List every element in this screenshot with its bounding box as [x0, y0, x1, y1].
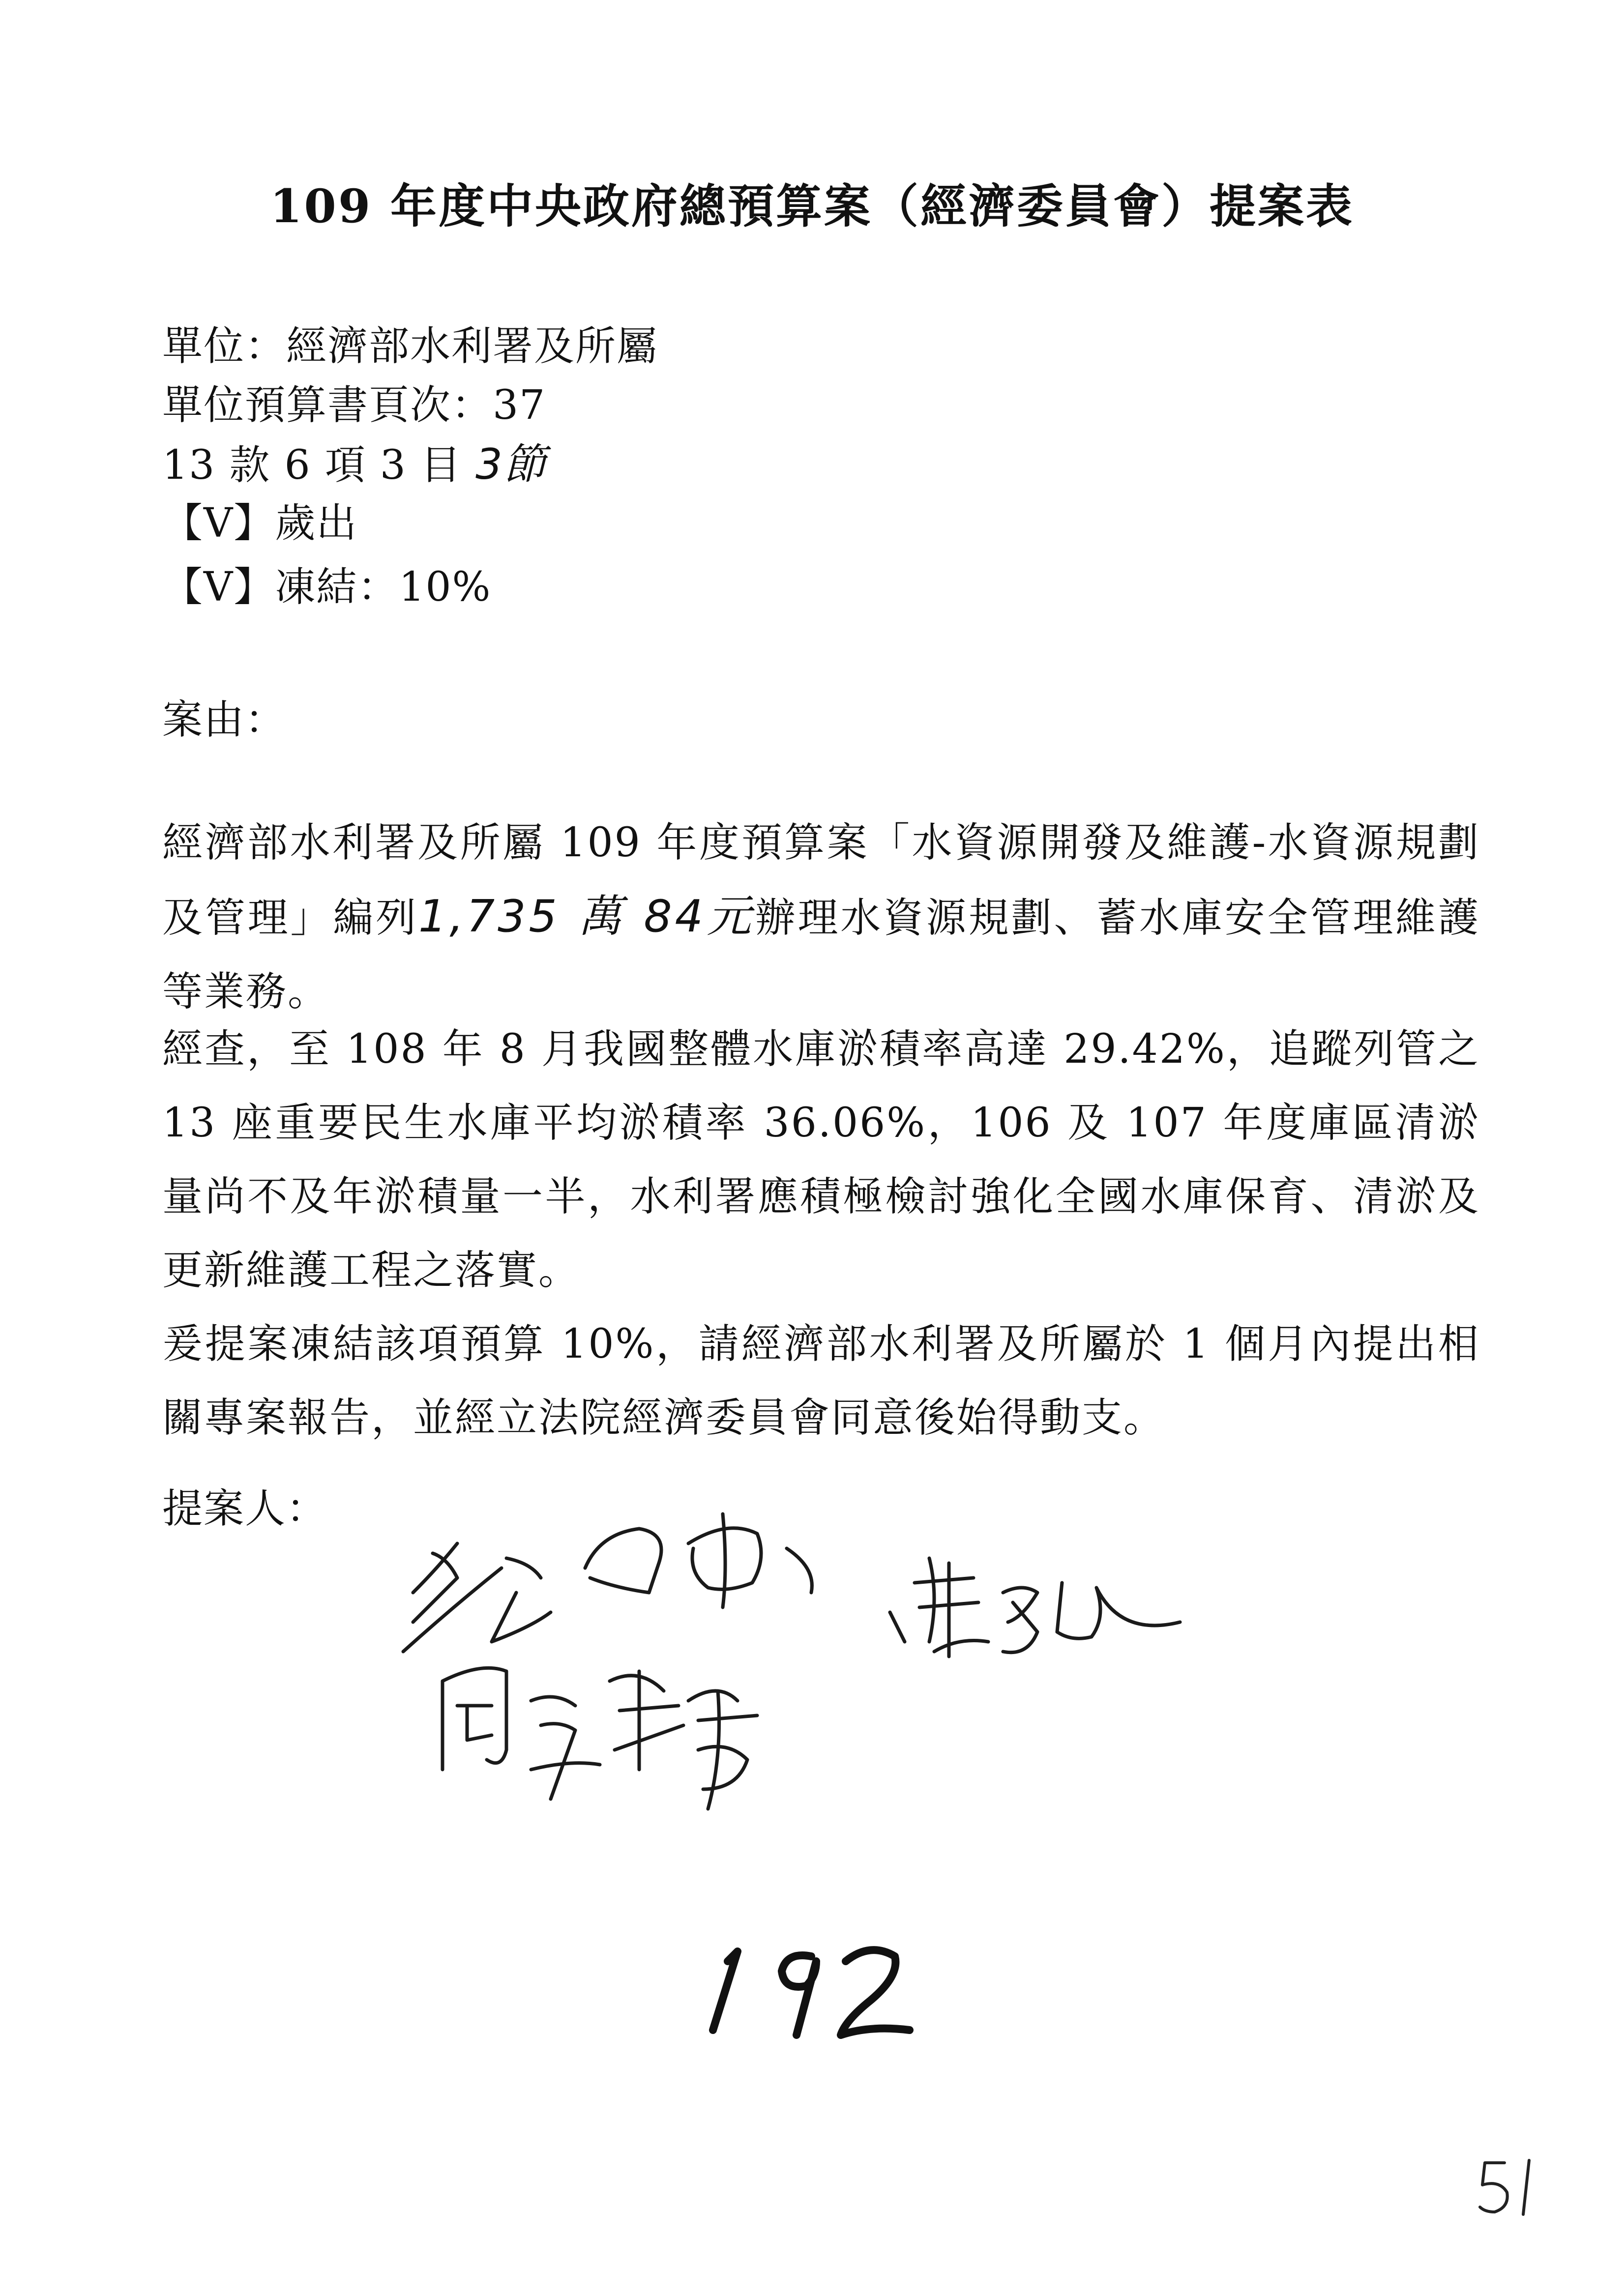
handwritten-signatures [384, 1494, 1318, 1848]
corner-page-number-51 [1470, 2153, 1549, 2222]
handwritten-amount: 1,735 萬 84元 [418, 891, 755, 942]
reason-paragraph-1 [162, 806, 1480, 1029]
paragraph-1-text-a: 經濟部水利署及所屬 109 年度預算案「水資源開發及維護-水資源規劃及管理」編列 [162, 819, 1480, 941]
paragraph-1-text-b: 辦理水資源規劃、蓄水庫安全管理維護等業務。 [162, 895, 1480, 1015]
budget-item-printed: 13 款 6 項 3 目 [162, 442, 462, 489]
unit-line: 單位：經濟部水利署及所屬 [162, 323, 658, 370]
freeze-checkbox-line: 【V】凍結：10% [162, 564, 492, 610]
reason-paragraph-2: 經查，至 108 年 8 月我國整體水庫淤積率高達 29.42%，追蹤列管之 13 座重要民生水庫平均淤積率 36.06%，106 及 107 年度庫區清淤量尚不及年淤積量一半，水利署應積極檢討強化全國水庫保育、清淤及更新維護工程之落實。 [162, 1026, 1480, 1294]
expense-checkbox-line: 【V】歲出 [162, 500, 358, 547]
reason-paragraph-3: 爰提案凍結該項預算 10%，請經濟部水利署及所屬於 1 個月內提出相關專案報告，並經立法院經濟委員會同意後始得動支。 [162, 1321, 1480, 1441]
budget-item-line [162, 437, 547, 493]
proposer-label: 提案人： [162, 1485, 328, 1532]
budget-item-handwritten: 3節 [475, 440, 547, 489]
page-title: 109 年度中央政府總預算案（經濟委員會）提案表 [270, 179, 1354, 233]
budget-page-line: 單位預算書頁次：37 [162, 382, 546, 429]
reason-label: 案由： [162, 697, 287, 743]
handwritten-page-number-192 [683, 1917, 939, 2045]
